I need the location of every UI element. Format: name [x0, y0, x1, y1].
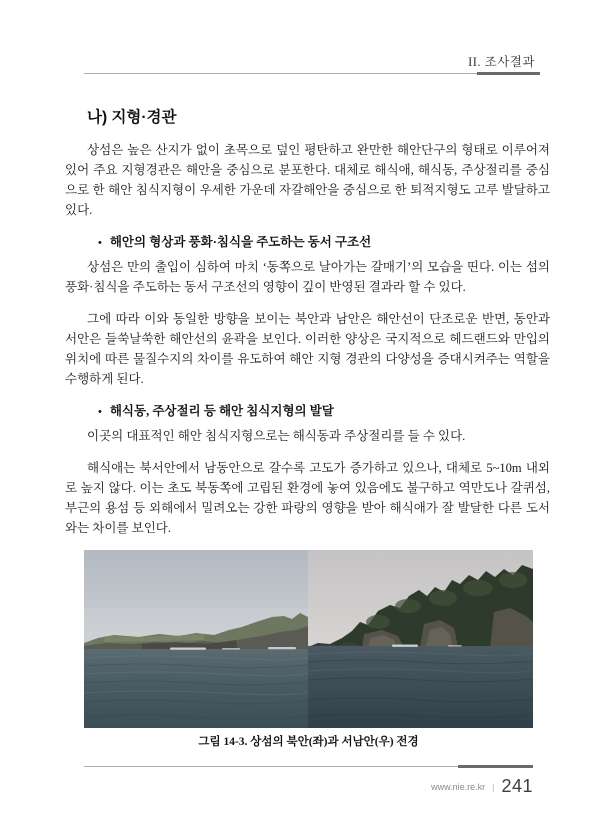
photo-strip	[84, 550, 533, 728]
page-number: 241	[501, 776, 533, 796]
bullet-icon: •	[98, 406, 102, 418]
body-paragraph: 상섬은 높은 산지가 없이 초목으로 덮인 평탄하고 완만한 해안단구의 형태로 이루어져 있어 주요 지형경관은 해안을 중심으로 분포한다. 대체로 해식애, 해식동, 주상절리를 중심으로 한 해안 침식지형이 우세한 가운데 자갈해안을 중심으로 한 퇴적지형도 고루 발달하고 있다.	[65, 143, 550, 217]
footer-rule-thick	[458, 765, 533, 768]
header-rule-thin	[84, 73, 478, 74]
photo-southwest-coast	[308, 550, 533, 728]
footer-rule	[84, 764, 533, 768]
bullet-heading-coastline	[98, 232, 550, 253]
body-paragraph: 이곳의 대표적인 해안 침식지형으로는 해식동과 주상절리를 들 수 있다.	[87, 429, 466, 443]
section-title: 나) 지형·경관	[87, 109, 177, 126]
bullet-heading-label: 해식동, 주상절리 등 해안 침식지형의 발달	[109, 404, 334, 418]
bullet-heading-erosion	[98, 401, 550, 422]
footer-separator: |	[492, 781, 495, 792]
bullet-heading-label: 해안의 형상과 풍화·침식을 주도하는 동서 구조선	[109, 235, 372, 249]
main-content	[65, 108, 550, 750]
footer	[431, 776, 533, 797]
bullet-icon: •	[98, 237, 102, 249]
body-paragraph: 상섬은 만의 출입이 심하여 마치 ‘동쪽으로 날아가는 갈매기’의 모습을 띤다. 이는 섬의 풍화·침식을 주도하는 동서 구조선의 영향이 깊이 반영된 결과라 할 수 있다.	[65, 260, 550, 294]
figure-caption: 그림 14-3. 상섬의 북안(좌)과 서남안(우) 전경	[198, 736, 419, 748]
header-rule-thick	[477, 72, 540, 75]
footer-rule-thin	[84, 766, 459, 767]
header-rule	[84, 71, 540, 75]
body-paragraph: 그에 따라 이와 동일한 방향을 보이는 북안과 남안은 해안선이 단조로운 반면, 동안과 서안은 들쑥날쑥한 해안선의 윤곽을 보인다. 이러한 양상은 국지적으로 헤드랜드와 만입의 위치에 따른 물질수지의 차이를 유도하여 해안 지형 경관의 다양성을 증대시켜주는 역할을 수행하게 된다.	[65, 312, 550, 386]
footer-website: www.nie.re.kr	[431, 781, 486, 792]
figure-14-3	[84, 550, 533, 750]
header-section-label: II. 조사결과	[468, 55, 535, 69]
photo-north-coast	[84, 550, 308, 728]
body-paragraph: 해식애는 북서안에서 남동안으로 갈수록 고도가 증가하고 있으나, 대체로 5~10m 내외로 높지 않다. 이는 초도 북동쪽에 고립된 환경에 놓여 있음에도 불구하고 역만도나 갈퀴섬, 부근의 용섬 등 외해에서 밀려오는 강한 파랑의 영향을 받아 해식애가 잘 발달한 다른 도서와는 차이를 보인다.	[65, 461, 550, 535]
